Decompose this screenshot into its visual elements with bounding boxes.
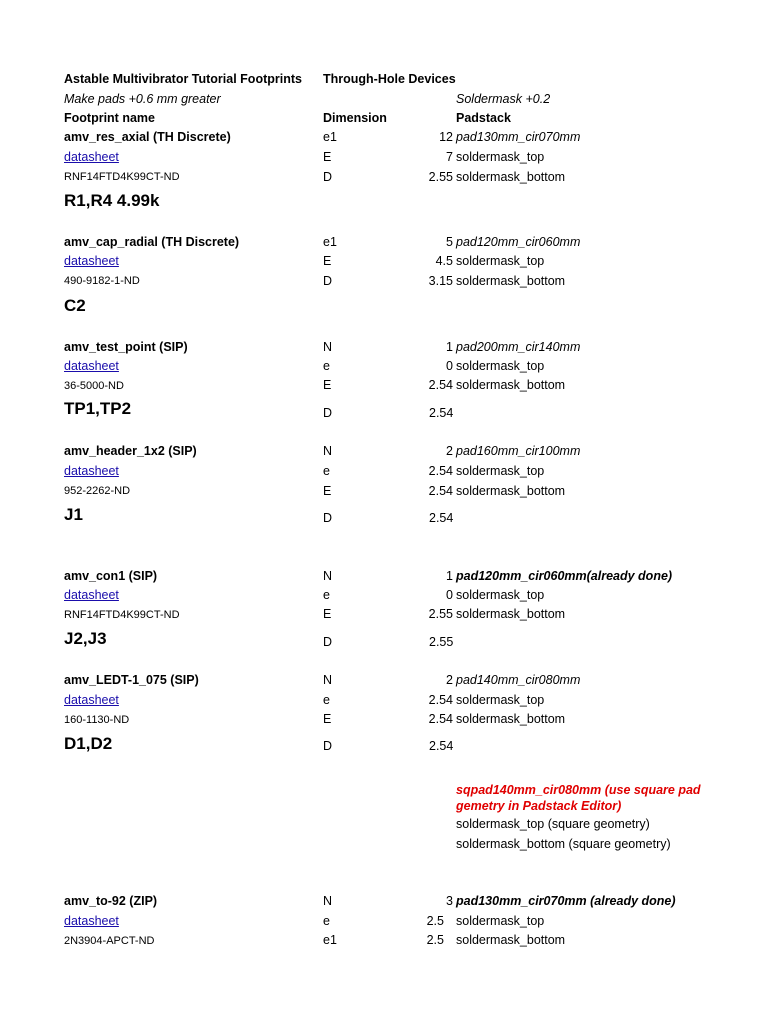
designator: D1,D2 [64, 734, 113, 753]
part-number: 160-1130-ND [64, 714, 130, 726]
datasheet-link[interactable]: datasheet [64, 914, 119, 928]
dimension-value: 2.54 [428, 712, 453, 726]
padstack-name: soldermask_bottom [456, 170, 566, 184]
dimension-label: e1 [323, 235, 337, 249]
datasheet-link[interactable]: datasheet [64, 693, 119, 707]
dimension-label: E [323, 150, 332, 164]
footprint-name: amv_con1 (SIP) [64, 569, 158, 583]
dimension-value: 2.54 [429, 511, 454, 525]
designator: R1,R4 4.99k [64, 191, 160, 210]
footprint-name: amv_cap_radial (TH Discrete) [64, 235, 240, 249]
footprint-name: amv_res_axial (TH Discrete) [64, 130, 231, 144]
dimension-label: N [323, 340, 333, 354]
padstack-name: soldermask_top [456, 914, 545, 928]
document-subtitle: Through-Hole Devices [323, 72, 456, 86]
part-number: 952-2262-ND [64, 485, 131, 497]
dimension-label: N [323, 569, 333, 583]
square-pad-note: sqpad140mm_cir080mm (use square pad gemetry in Padstack Editor) [456, 783, 701, 813]
dimension-label: D [323, 406, 333, 420]
footprint-name: amv_to-92 (ZIP) [64, 894, 158, 908]
dimension-value: 2.54 [429, 739, 454, 753]
geometry-note: (square geometry) [565, 837, 671, 851]
padstack-name: soldermask_top [456, 150, 545, 164]
column-header-dimension: Dimension [323, 111, 387, 125]
padstack-name: soldermask_bottom [456, 933, 566, 947]
dimension-label: N [323, 894, 333, 908]
padstack-name: soldermask_bottom [456, 378, 566, 392]
dimension-label: e [323, 359, 330, 373]
geometry-note: (square geometry) [544, 817, 650, 831]
part-number: 490-9182-1-ND [64, 275, 140, 287]
padstack-name: pad130mm_cir070mm [456, 130, 581, 144]
padstack-name: soldermask_bottom [456, 712, 566, 726]
padstack-name: soldermask_bottom [456, 607, 566, 621]
part-number: RNF14FTD4K99CT-ND [64, 171, 180, 183]
square-soldermask-top [456, 816, 650, 832]
column-header-padstack: Padstack [456, 111, 511, 125]
dimension-label: N [323, 444, 333, 458]
padstack-name: soldermask_bottom [456, 837, 566, 851]
footprint-name: amv_header_1x2 (SIP) [64, 444, 197, 458]
dimension-value: 0 [446, 359, 453, 373]
datasheet-link[interactable]: datasheet [64, 588, 119, 602]
dimension-label: E [323, 607, 332, 621]
dimension-value: 2.54 [428, 693, 453, 707]
padstack-name: pad200mm_cir140mm [456, 340, 581, 354]
dimension-value: 4.5 [435, 254, 453, 268]
pad-size-note: Make pads +0.6 mm greater [64, 92, 221, 106]
dimension-value: 2.5 [426, 933, 444, 947]
padstack-name: pad120mm_cir060mm(already done) [456, 569, 673, 583]
dimension-label: D [323, 635, 333, 649]
padstack-name: soldermask_top [456, 588, 545, 602]
padstack-name: soldermask_top [456, 693, 545, 707]
dimension-value: 2.54 [429, 406, 454, 420]
dimension-label: E [323, 378, 332, 392]
dimension-label: D [323, 274, 333, 288]
dimension-value: 3 [446, 894, 453, 908]
designator: C2 [64, 296, 86, 315]
column-header-footprint: Footprint name [64, 111, 155, 125]
footprint-name: amv_test_point (SIP) [64, 340, 188, 354]
document-title: Astable Multivibrator Tutorial Footprints [64, 72, 302, 86]
dimension-value: 1 [446, 569, 453, 583]
dimension-value: 2 [446, 673, 453, 687]
dimension-label: E [323, 712, 332, 726]
padstack-name: soldermask_bottom [456, 274, 566, 288]
dimension-value: 12 [439, 130, 453, 144]
datasheet-link[interactable]: datasheet [64, 464, 119, 478]
padstack-name: soldermask_top [456, 464, 545, 478]
dimension-value: 0 [446, 588, 453, 602]
padstack-name: pad140mm_cir080mm [456, 673, 581, 687]
part-number: 2N3904-APCT-ND [64, 935, 155, 947]
dimension-label: D [323, 739, 333, 753]
dimension-value: 5 [446, 235, 453, 249]
dimension-label: E [323, 254, 332, 268]
dimension-value: 2.55 [428, 607, 453, 621]
dimension-label: D [323, 511, 333, 525]
dimension-value: 2.54 [428, 464, 453, 478]
footprint-name: amv_LEDT-1_075 (SIP) [64, 673, 199, 687]
dimension-label: e [323, 588, 330, 602]
designator: J2,J3 [64, 629, 107, 648]
dimension-value: 1 [446, 340, 453, 354]
dimension-value: 2.55 [429, 635, 454, 649]
square-soldermask-bottom [456, 836, 671, 852]
dimension-label: D [323, 170, 333, 184]
dimension-label: e [323, 693, 330, 707]
part-number: RNF14FTD4K99CT-ND [64, 609, 180, 621]
dimension-value: 2.55 [428, 170, 453, 184]
dimension-value: 2.5 [426, 914, 444, 928]
soldermask-note: Soldermask +0.2 [456, 92, 551, 106]
padstack-name: pad130mm_cir070mm (already done) [456, 894, 676, 908]
part-number: 36-5000-ND [64, 380, 124, 392]
padstack-name: soldermask_top [456, 359, 545, 373]
datasheet-link[interactable]: datasheet [64, 359, 119, 373]
dimension-label: N [323, 673, 333, 687]
padstack-name: pad160mm_cir100mm [456, 444, 581, 458]
padstack-name: soldermask_bottom [456, 484, 566, 498]
datasheet-link[interactable]: datasheet [64, 254, 119, 268]
padstack-name: pad120mm_cir060mm [456, 235, 581, 249]
dimension-value: 3.15 [428, 274, 453, 288]
dimension-label: e [323, 914, 330, 928]
dimension-value: 2 [446, 444, 453, 458]
dimension-label: e1 [323, 130, 337, 144]
datasheet-link[interactable]: datasheet [64, 150, 119, 164]
dimension-label: e1 [323, 933, 337, 947]
dimension-value: 7 [446, 150, 453, 164]
padstack-name: soldermask_top [456, 254, 545, 268]
dimension-label: E [323, 484, 332, 498]
dimension-value: 2.54 [428, 484, 453, 498]
padstack-name: soldermask_top [456, 817, 545, 831]
dimension-value: 2.54 [428, 378, 453, 392]
dimension-label: e [323, 464, 330, 478]
designator: TP1,TP2 [64, 399, 132, 418]
designator: J1 [64, 505, 83, 524]
